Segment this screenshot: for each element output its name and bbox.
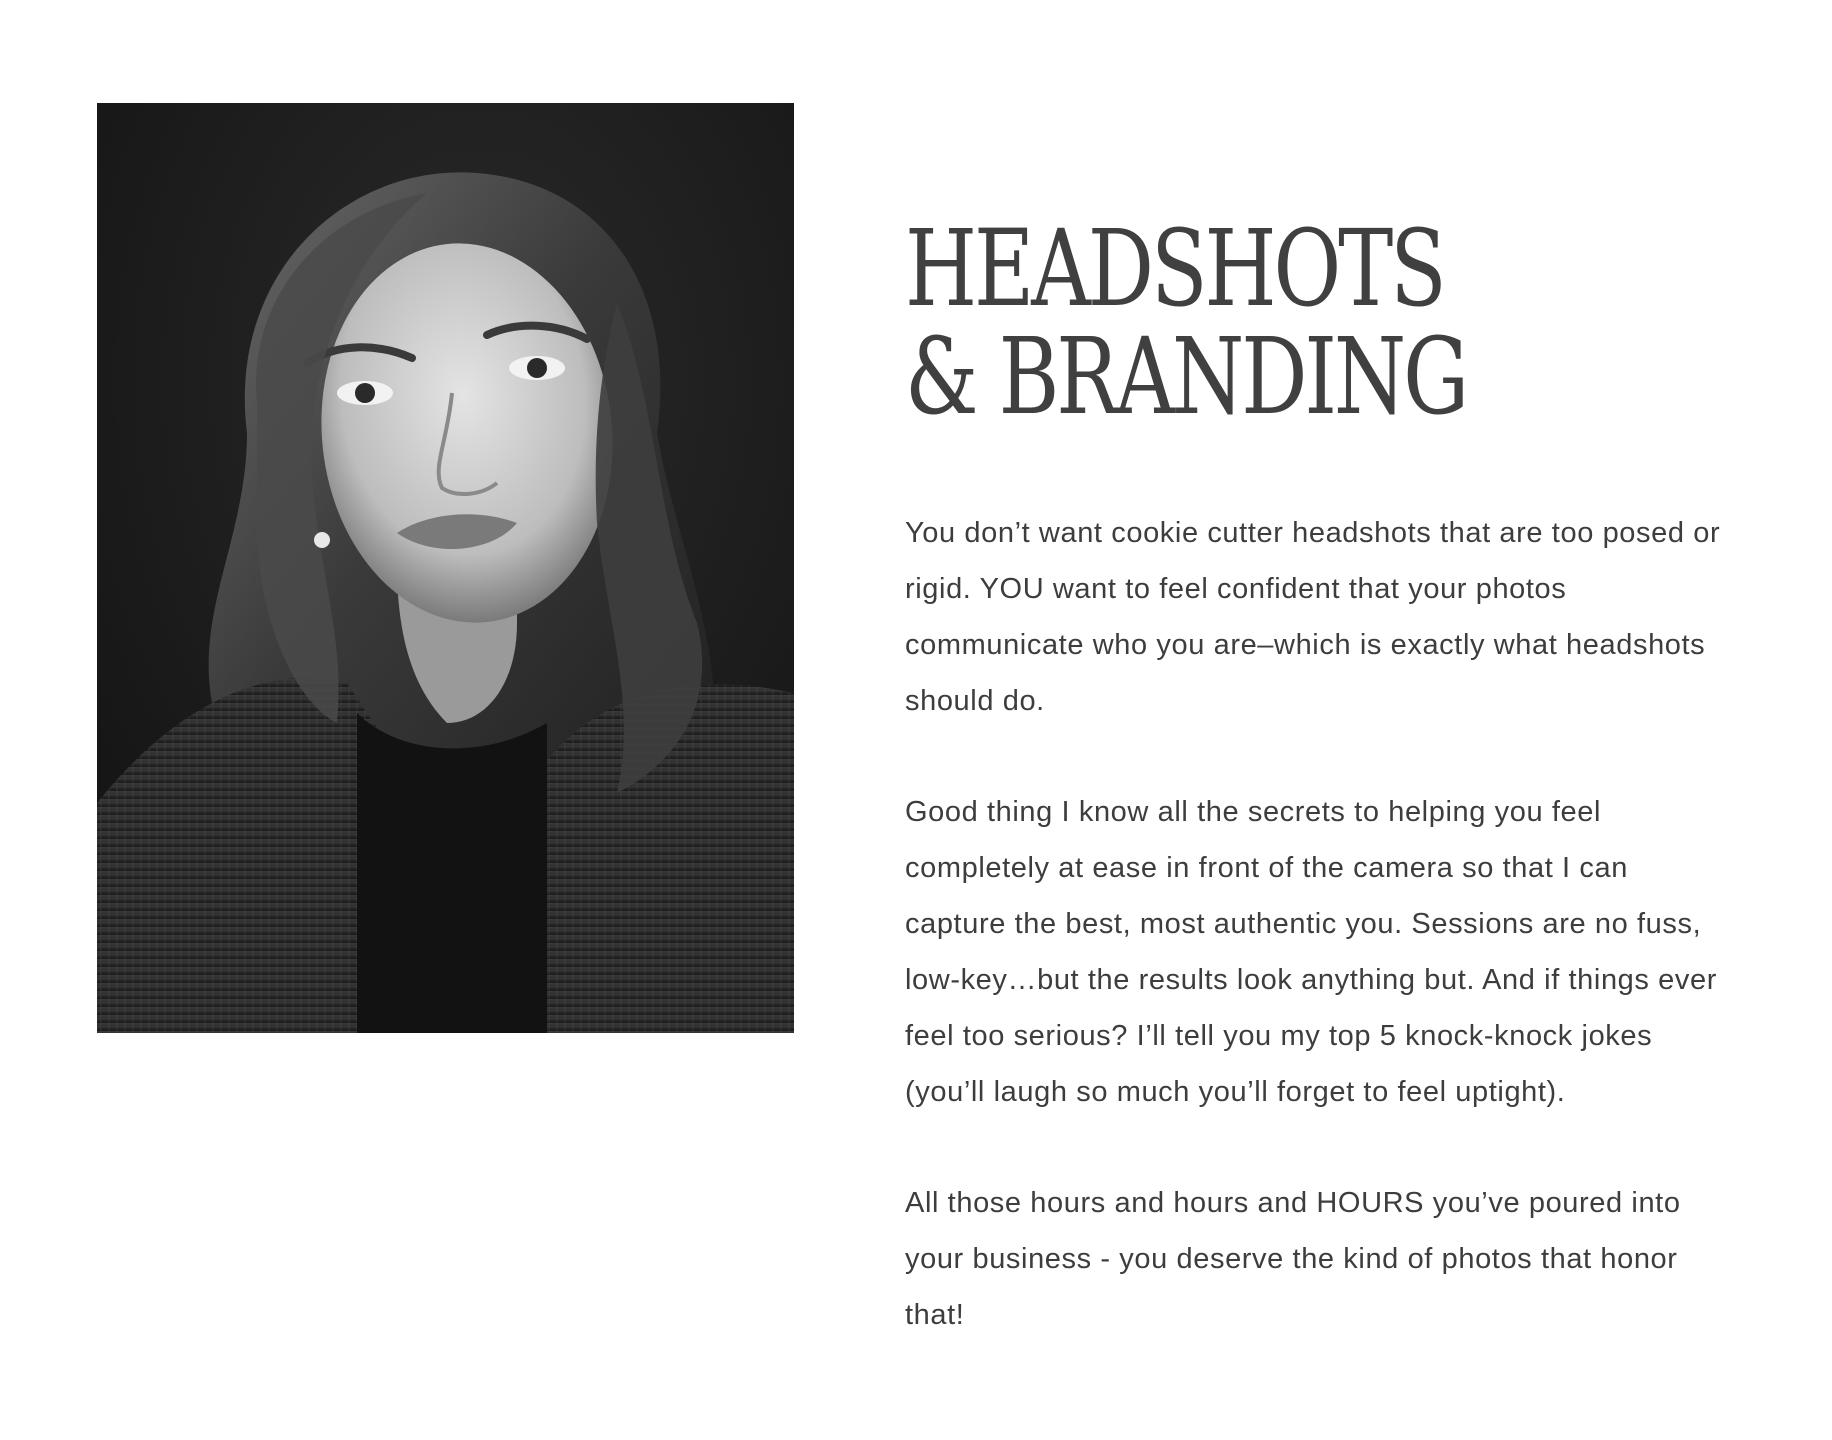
headshots-branding-section [905, 207, 1725, 1398]
paragraph-intro: You don’t want cookie cutter headshots that are too posed or rigid. YOU want to feel confident that your photos communicate who you are–which is exactly what headshots should do. [905, 517, 1721, 717]
page-title-line-2: & BRANDING [905, 315, 1467, 438]
description-text [905, 505, 1725, 1343]
page-title-line-1: HEADSHOTS [905, 207, 1444, 330]
paragraph-closing: All those hours and hours and HOURS you’ve poured into your business - you deserve the kind of photos that honor that! [905, 1187, 1681, 1331]
page-title [905, 207, 1545, 438]
headshot-portrait-photo [97, 103, 794, 1033]
portrait-photo-icon [97, 103, 794, 1033]
paragraph-sessions: Good thing I know all the secrets to helping you feel completely at ease in front of the camera so that I can capture the best, most authentic you. Sessions are no fuss, low-key…but the results look anything but. And if things ever feel too serious? I’ll tell you my top 5 knock-knock jokes (you’ll laugh so much you’ll forget to feel uptight). [905, 796, 1717, 1108]
